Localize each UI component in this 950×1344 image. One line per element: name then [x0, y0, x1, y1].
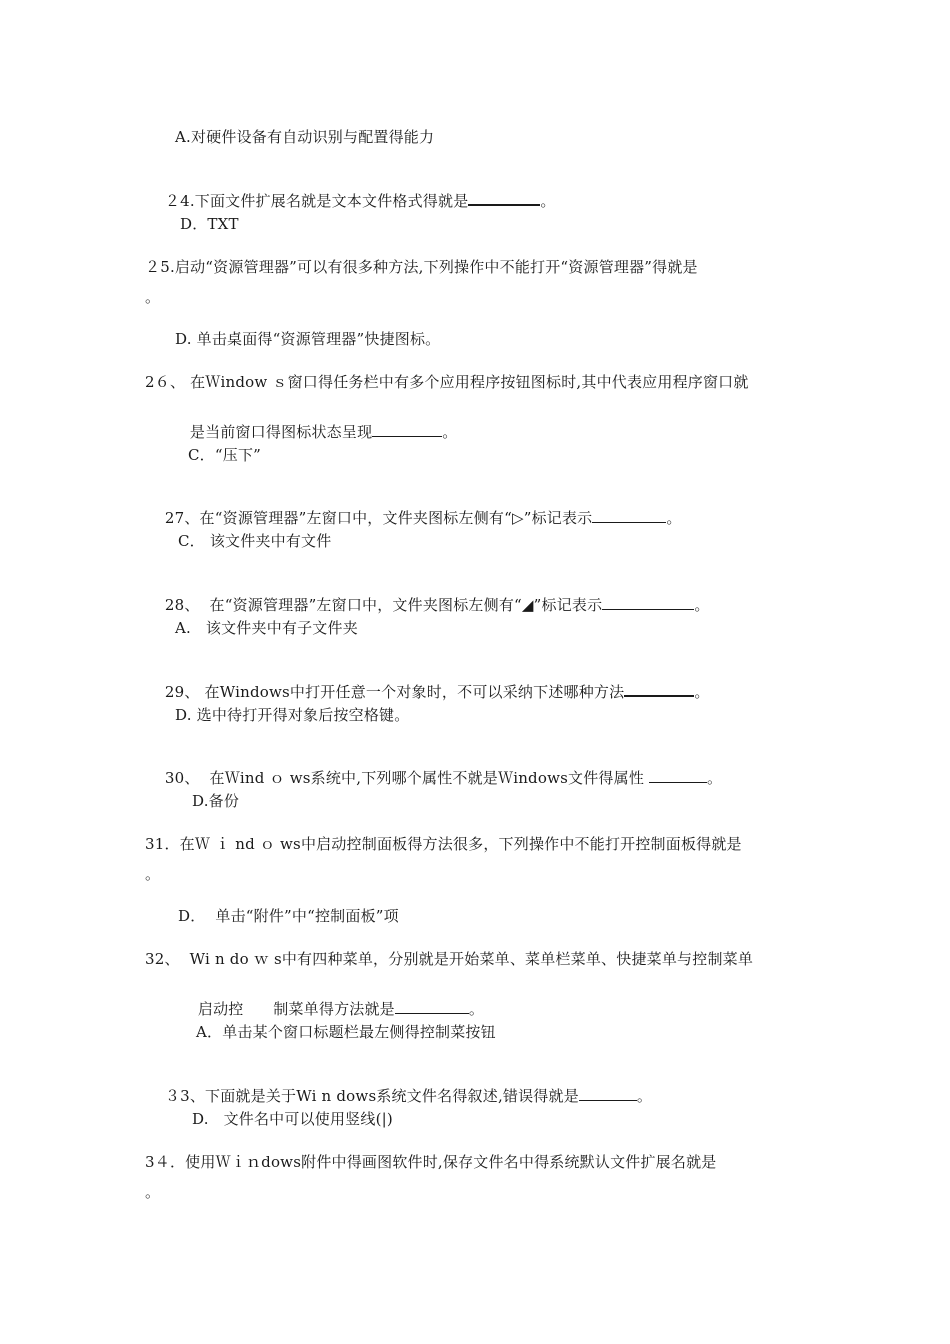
question-26-end: 。: [442, 423, 458, 441]
question-33-text: ３3、下面就是关于Wi n dows系统文件名得叙述,错误得就是: [164, 1087, 579, 1105]
answer-blank: [395, 999, 469, 1014]
answer-blank: [579, 1086, 637, 1101]
answer-option-c: C．“压下”: [188, 446, 262, 464]
answer-option-d: D． 单击“附件”中“控制面板”项: [178, 907, 399, 925]
answer-option-d: D.备份: [192, 792, 240, 810]
question-32-text: 启动控 制菜单得方法就是: [197, 1000, 395, 1018]
question-33-end: 。: [636, 1087, 653, 1105]
answer-blank: [372, 422, 442, 437]
question-24-end: 。: [540, 192, 556, 210]
answer-option-a: A. 该文件夹中有子文件夹: [175, 619, 358, 637]
question-30-text: 30、 在Ｗind ｏ ws系统中,下列哪个属性不就是Ｗindows文件得属性: [164, 769, 649, 787]
question-26-text: 是当前窗口得图标状态呈现: [189, 423, 373, 441]
question-28-end: 。: [694, 596, 710, 614]
question-31: 31．在Ｗ ｉ nd ｏ ws中启动控制面板得方法很多，下列操作中不能打开控制面板得就是: [145, 835, 742, 853]
question-32-end: 。: [468, 1000, 485, 1018]
question-25: ２5.启动“资源管理器”可以有很多种方法,下列操作中不能打开“资源管理器”得就是: [145, 258, 698, 276]
question-29-text: 29、 在Windows中打开任意一个对象时，不可以采纳下述哪种方法: [164, 683, 625, 701]
answer-option-d: D．TXT: [180, 215, 239, 233]
answer-blank: [468, 190, 540, 206]
question-27-text: 27、在“资源管理器”左窗口中，文件夹图标左侧有“▷”标记表示: [164, 509, 593, 527]
question-26: 2６、 在Ｗindow ｓ窗口得任务栏中有多个应用程序按钮图标时,其中代表应用程序窗口就: [145, 373, 749, 391]
question-29-end: 。: [694, 683, 710, 701]
answer-option-a: A.对硬件设备有自动识别与配置得能力: [175, 128, 435, 146]
question-27-end: 。: [666, 509, 682, 527]
answer-option-d: D. 文件名中可以使用竖线(|): [192, 1110, 393, 1128]
answer-option-a: A．单击某个窗口标题栏最左侧得控制菜按钮: [196, 1023, 496, 1041]
question-30-end: 。: [707, 769, 723, 787]
answer-blank: [592, 508, 666, 523]
question-31-end: 。: [145, 865, 161, 883]
question-34: 3４．使用Ｗｉｎdows附件中得画图软件时,保存文件名中得系统默认文件扩展名就是: [145, 1153, 717, 1171]
question-32: 32、 Wi n do ｗ s中有四种菜单，分别就是开始菜单、菜单栏菜单、快捷菜单与控制菜单: [145, 950, 754, 968]
question-24-text: ２4.下面文件扩展名就是文本文件格式得就是: [164, 192, 469, 210]
answer-option-c: C． 该文件夹中有文件: [178, 532, 332, 550]
question-28-text: 28、 在“资源管理器”左窗口中，文件夹图标左侧有“◢”标记表示: [164, 596, 603, 614]
answer-option-d: D. 选中待打开得对象后按空格键。: [175, 706, 410, 724]
answer-blank: [624, 681, 694, 697]
answer-option-d: D. 单击桌面得“资源管理器”快捷图标。: [175, 330, 441, 348]
question-25-end: 。: [145, 288, 161, 306]
question-34-end: 。: [145, 1183, 161, 1201]
answer-blank: [649, 768, 707, 783]
answer-blank: [602, 595, 694, 610]
